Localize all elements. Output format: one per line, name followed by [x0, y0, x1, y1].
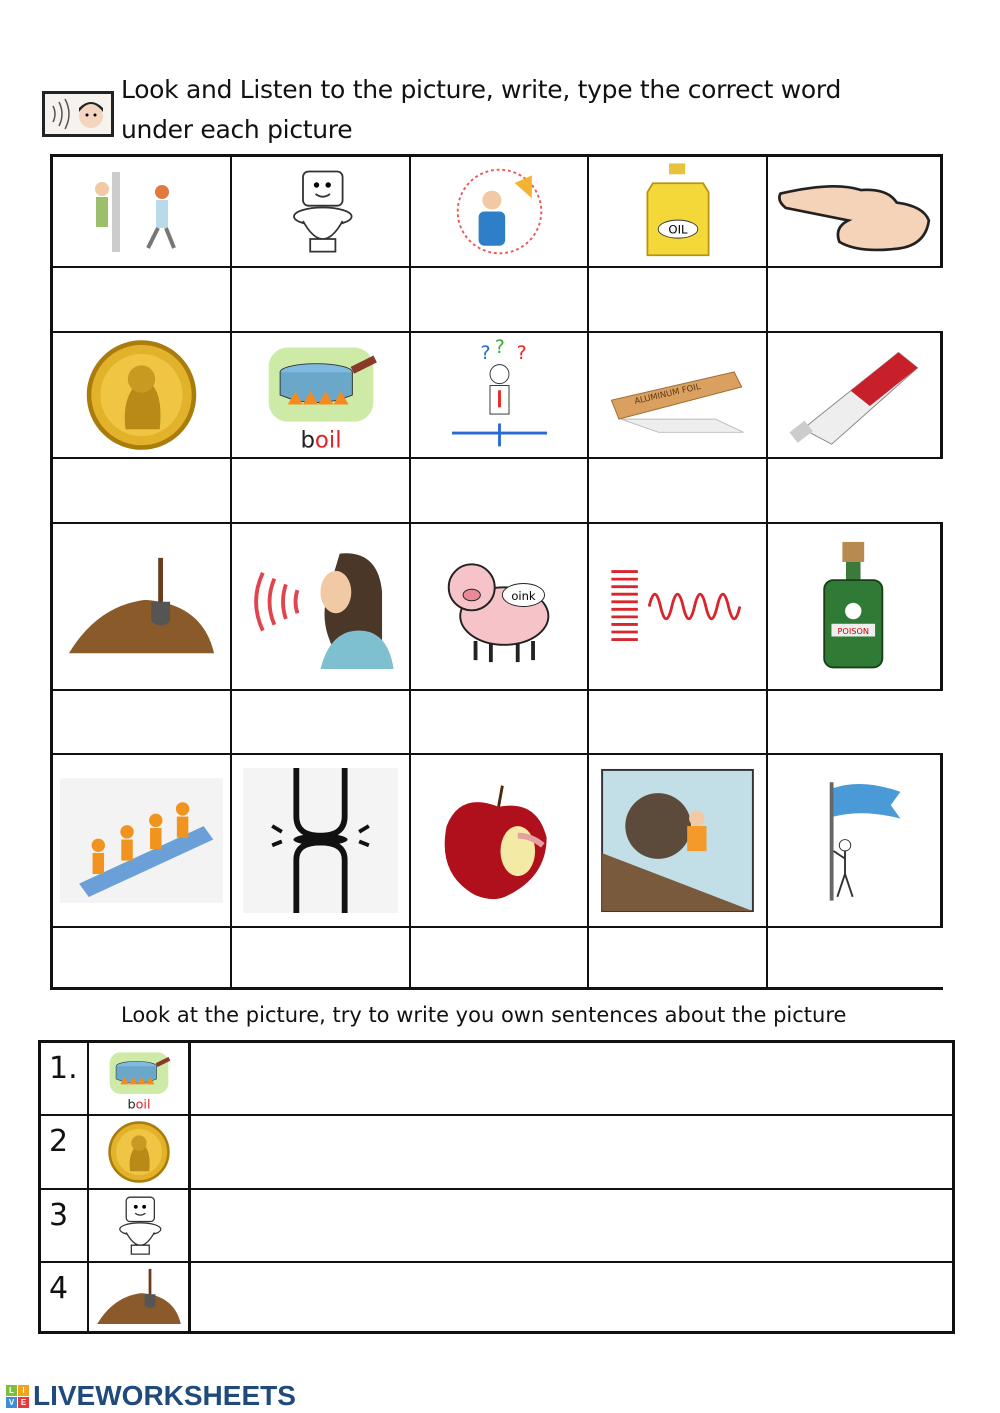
answer-input[interactable] — [592, 276, 762, 322]
sentence-input[interactable] — [193, 1267, 946, 1327]
answer-cell — [768, 268, 943, 333]
answer-input[interactable] — [414, 936, 583, 979]
answer-cell — [411, 691, 589, 755]
answer-cell — [768, 691, 943, 755]
answer-input[interactable] — [592, 936, 762, 979]
answer-input[interactable] — [771, 276, 940, 322]
boiling-pot-picture — [89, 1043, 191, 1114]
sentence-input[interactable] — [193, 1120, 946, 1184]
sentences-table — [38, 1040, 955, 1334]
confused-man-picture — [411, 333, 589, 459]
sentence-row — [41, 1190, 952, 1263]
answer-cell — [589, 268, 768, 333]
coil-spring-picture — [589, 524, 768, 691]
answer-cell — [768, 928, 943, 987]
answer-input[interactable] — [771, 699, 940, 744]
sentence-row — [41, 1263, 952, 1331]
svg-text:?: ? — [516, 341, 527, 364]
toilet-picture — [89, 1190, 191, 1261]
joined-people-puzzle-picture — [53, 755, 232, 928]
shovel-soil-picture — [53, 524, 232, 691]
answer-cell — [232, 459, 411, 524]
sentence-input[interactable] — [193, 1194, 946, 1257]
instructions-line-1: Look and Listen to the picture, write, type the correct word — [121, 75, 842, 104]
aluminum-foil-picture — [589, 333, 768, 459]
liveworksheets-logo — [6, 1380, 296, 1412]
word-grid — [50, 154, 943, 990]
answer-input[interactable] — [235, 276, 405, 322]
pointing-hand-picture — [768, 157, 943, 268]
svg-text:?: ? — [479, 341, 491, 364]
answer-input[interactable] — [56, 936, 226, 979]
answer-input[interactable] — [414, 699, 583, 744]
sentence-number: 3 — [41, 1190, 89, 1261]
sentence-number: 4 — [41, 1263, 89, 1331]
answer-input[interactable] — [771, 467, 940, 513]
spoiled-apple-picture — [411, 755, 589, 928]
flag-pole-picture — [768, 755, 943, 928]
picture-label: ALUMINUM FOIL — [633, 381, 702, 407]
instructions-line-2: under each picture — [121, 115, 353, 144]
answer-cell — [53, 928, 232, 987]
instructions-title — [121, 70, 841, 150]
loud-noise-boy-picture — [411, 157, 589, 268]
poison-bottle-picture — [768, 524, 943, 691]
answer-cell — [411, 928, 589, 987]
sentence-number: 1. — [41, 1043, 89, 1114]
svg-text:?: ? — [494, 337, 505, 359]
listening-ear-icon — [42, 91, 114, 137]
shovel-soil-picture — [89, 1263, 191, 1331]
two-people-passing-door-picture — [53, 157, 232, 268]
answer-cell — [589, 691, 768, 755]
answer-cell — [53, 691, 232, 755]
answer-cell — [589, 459, 768, 524]
woman-voice-picture — [232, 524, 411, 691]
picture-label: OIL — [667, 222, 688, 237]
answer-input[interactable] — [592, 699, 762, 744]
sentence-row — [41, 1043, 952, 1116]
answer-input[interactable] — [771, 936, 940, 979]
sentence-row — [41, 1116, 952, 1190]
answer-cell — [768, 459, 943, 524]
answer-input[interactable] — [56, 699, 226, 744]
gold-coin-picture — [53, 333, 232, 459]
answer-cell — [53, 268, 232, 333]
answer-input[interactable] — [414, 467, 583, 513]
gold-coin-picture — [89, 1116, 191, 1188]
logo-text: LIVEWORKSHEETS — [33, 1380, 296, 1411]
answer-input[interactable] — [592, 467, 762, 513]
toilet-picture — [232, 157, 411, 268]
live-badge-icon: L I V E — [6, 1385, 29, 1408]
oil-bottle-picture — [589, 157, 768, 268]
answer-input[interactable] — [235, 936, 405, 979]
answer-cell — [232, 691, 411, 755]
picture-label: oink — [510, 588, 536, 603]
boiling-pot-picture — [232, 333, 411, 459]
man-pushing-boulder-picture — [589, 755, 768, 928]
answer-input[interactable] — [235, 699, 405, 744]
answer-input[interactable] — [414, 276, 583, 322]
answer-cell — [411, 459, 589, 524]
pig-oink-picture — [411, 524, 589, 691]
knee-joint-picture — [232, 755, 411, 928]
answer-cell — [411, 268, 589, 333]
answer-cell — [589, 928, 768, 987]
picture-label: boil — [299, 427, 342, 453]
sentence-input[interactable] — [193, 1047, 946, 1110]
answer-cell — [53, 459, 232, 524]
answer-input[interactable] — [235, 467, 405, 513]
answer-cell — [232, 268, 411, 333]
sentence-number: 2 — [41, 1116, 89, 1188]
answer-input[interactable] — [56, 276, 226, 322]
picture-label: boil — [126, 1096, 151, 1111]
toothpaste-tube-picture — [768, 333, 943, 459]
answer-input[interactable] — [56, 467, 226, 513]
sentences-instruction: Look at the picture, try to write you own sentences about the picture — [121, 1003, 847, 1027]
picture-label: POISON — [837, 625, 869, 636]
answer-cell — [232, 928, 411, 987]
